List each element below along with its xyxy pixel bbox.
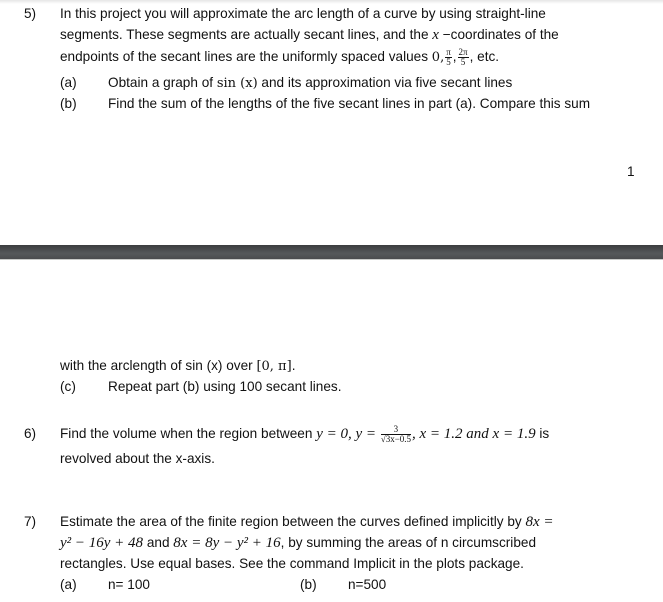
question-5-line-1: In this project you will approximate the arc length of a curve by using straight-line <box>60 6 546 21</box>
text: Estimate the area of the finite region between the curves defined implicitly by <box>60 514 526 529</box>
part-b-text: Find the sum of the lengths of the five secant lines in part (a). Compare this sum <box>108 96 591 111</box>
math: y² − 16y + 48 <box>60 535 144 551</box>
text: −coordinates of the <box>438 27 559 42</box>
page-number: 1 <box>627 164 635 179</box>
question-5-continued <box>60 357 295 376</box>
question-5-number: 5) <box>24 6 37 21</box>
denominator: 5 <box>460 57 466 67</box>
part-a-text <box>108 74 512 93</box>
text: segments. These segments are actually secant lines, and the <box>60 27 433 42</box>
text: is <box>535 426 550 442</box>
question-7-number: 7) <box>24 514 37 529</box>
text: . <box>291 358 296 373</box>
question-6-line-2: revolved about the x-axis. <box>60 451 215 466</box>
text: Find the volume when the region between <box>60 426 317 442</box>
part-b-label: (b) <box>60 96 77 111</box>
part-c-text: Repeat part (b) using 100 secant lines. <box>108 379 342 394</box>
question-7-line-3: rectangles. Use equal bases. See the command Implicit in the plots package. <box>60 556 524 571</box>
page-separator <box>0 245 663 260</box>
text: with the arclength of sin (x) over <box>60 358 257 373</box>
fraction-pi-5 <box>445 48 452 67</box>
denominator: 5 <box>446 57 451 67</box>
text: , by summing the areas of n circumscribed <box>280 535 537 550</box>
part-c-label: (c) <box>60 379 76 394</box>
math-sin: sin (x) <box>216 76 258 91</box>
question-5-line-3: endpoints of the secant lines are the uniformly spaced values 0, $\frac{\pi}{5}$ , $\frac{2\pi}{5}$ , etc. <box>60 47 500 67</box>
math: , x = 1.2 and x = 1.9 <box>412 426 536 443</box>
numerator: π <box>446 47 451 57</box>
text: and <box>143 535 174 550</box>
numerator: 2π <box>458 47 468 57</box>
text: Obtain a graph of <box>108 75 217 90</box>
fraction-2pi-5 <box>458 48 469 67</box>
part-a-label: (a) <box>60 75 77 90</box>
math-x: x <box>432 27 439 43</box>
q7-part-a-label: (a) <box>60 577 77 592</box>
math-zero: 0, <box>431 50 445 66</box>
text: endpoints of the secant lines are the uniformly spaced values <box>60 49 432 65</box>
question-5-line-2 <box>60 26 559 44</box>
text: , etc. <box>469 49 500 65</box>
denominator: √3x−0.5 <box>380 434 412 444</box>
numerator: 3 <box>381 425 411 435</box>
q7-part-b-label: (b) <box>300 577 317 592</box>
question-6-number: 6) <box>24 426 37 441</box>
math: y = 0, y = <box>316 426 380 443</box>
math: 8x = 8y − y² + 16 <box>173 535 281 551</box>
question-7-line-1 <box>60 513 554 531</box>
question-7-line-2 <box>60 534 536 552</box>
question-6-line-1 <box>60 425 549 444</box>
math-interval: [0, π] <box>256 359 292 374</box>
q7-part-b-text: n=500 <box>348 577 387 592</box>
text: and its approximation via five secant lines <box>257 75 513 90</box>
math: 8x = <box>525 514 554 530</box>
q7-part-a-text: n= 100 <box>108 577 150 592</box>
top-shadow <box>0 0 663 4</box>
fraction <box>381 425 411 444</box>
